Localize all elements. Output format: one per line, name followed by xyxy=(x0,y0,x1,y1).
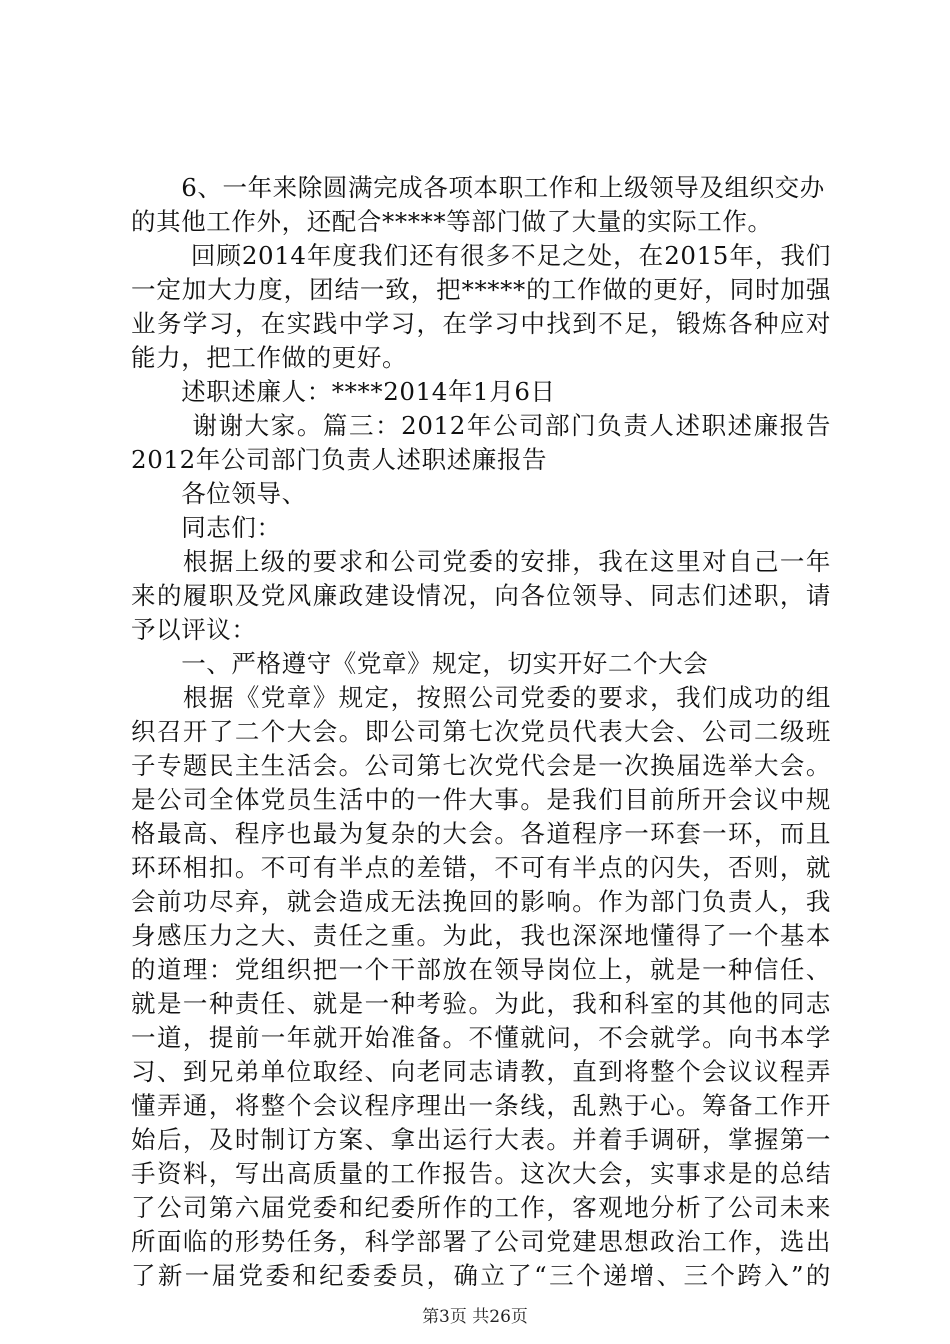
text-line: 了新一届党委和纪委委员，确立了“三个递增、三个跨入”的 xyxy=(131,1261,831,1290)
section-heading: 一、严格遵守《党章》规定，切实开好二个大会 xyxy=(131,649,709,678)
text-line: 懂弄通，将整个会议程序理出一条线，乱熟于心。筹备工作开 xyxy=(131,1091,831,1120)
text-line: 业务学习，在实践中学习，在学习中找到不足，锻炼各种应对 xyxy=(131,309,831,338)
text-line: 环环相扣。不可有半点的差错，不可有半点的闪失，否则，就 xyxy=(131,853,831,882)
text-line: 是公司全体党员生活中的一件大事。是我们目前所开会议中规 xyxy=(131,785,831,814)
text-line: 习、到兄弟单位取经、向老同志请教，直到将整个会议议程弄 xyxy=(131,1057,831,1086)
text-line: 能力，把工作做的更好。 xyxy=(131,343,408,372)
text-line: 就是一种责任、就是一种考验。为此，我和科室的其他的同志 xyxy=(131,989,831,1018)
text-line: 的其他工作外，还配合*****等部门做了大量的实际工作。 xyxy=(131,207,773,236)
text-line: 同志们： xyxy=(131,513,282,542)
text-line: 2012年公司部门负责人述职述廉报告 xyxy=(131,445,548,474)
page-number-footer: 第3页 共26页 xyxy=(422,1307,528,1327)
text-line: 根据《党章》规定，按照公司党委的要求，我们成功的组 xyxy=(131,683,831,712)
text-line: 会前功尽弃，就会造成无法挽回的影响。作为部门负责人，我 xyxy=(131,887,831,916)
text-line: 一定加大力度，团结一致，把*****的工作做的更好，同时加强 xyxy=(131,275,831,304)
text-line: 所面临的形势任务，科学部署了公司党建思想政治工作，选出 xyxy=(131,1227,831,1256)
text-line: 的道理：党组织把一个干部放在领导岗位上，就是一种信任、 xyxy=(131,955,831,984)
text-line: 身感压力之大、责任之重。为此，我也深深地懂得了一个基本 xyxy=(131,921,831,950)
text-line: 始后，及时制订方案、拿出运行大表。并着手调研，掌握第一 xyxy=(131,1125,831,1154)
text-line: 回顾2014年度我们还有很多不足之处，在2015年，我们 xyxy=(131,241,831,270)
text-line: 织召开了二个大会。即公司第七次党员代表大会、公司二级班 xyxy=(131,717,831,746)
text-line: 各位领导、 xyxy=(131,479,307,508)
text-line: 了公司第六届党委和纪委所作的工作，客观地分析了公司未来 xyxy=(131,1193,831,1222)
text-line: 子专题民主生活会。公司第七次党代会是一次换届选举大会。 xyxy=(131,751,831,780)
text-line: 6、一年来除圆满完成各项本职工作和上级领导及组织交办 xyxy=(131,173,825,202)
text-line: 手资料，写出高质量的工作报告。这次大会，实事求是的总结 xyxy=(131,1159,831,1188)
text-line: 谢谢大家。篇三：2012年公司部门负责人述职述廉报告 xyxy=(131,411,831,440)
text-line: 述职述廉人：****2014年1月6日 xyxy=(131,377,556,406)
text-line: 来的履职及党风廉政建设情况，向各位领导、同志们述职，请 xyxy=(131,581,831,610)
text-line: 一道，提前一年就开始准备。不懂就问，不会就学。向书本学 xyxy=(131,1023,831,1052)
text-line: 格最高、程序也最为复杂的大会。各道程序一环套一环，而且 xyxy=(131,819,831,848)
text-line: 根据上级的要求和公司党委的安排，我在这里对自己一年 xyxy=(131,547,831,576)
text-line: 予以评议： xyxy=(131,615,257,644)
